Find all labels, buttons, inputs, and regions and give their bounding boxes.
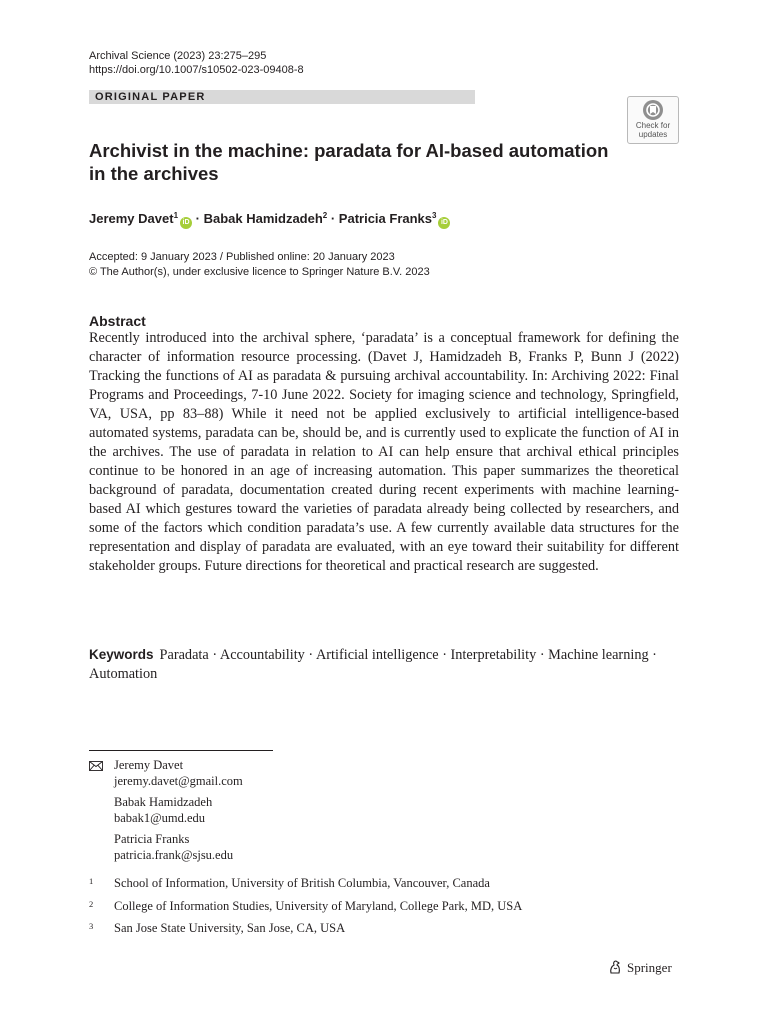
contact-email[interactable]: patricia.frank@sjsu.edu	[114, 848, 234, 862]
contact-block	[114, 757, 243, 789]
contact-email[interactable]: babak1@umd.edu	[114, 811, 206, 825]
article-type-label: ORIGINAL PAPER	[95, 91, 206, 103]
footnote-rule	[89, 750, 273, 751]
affiliation-number: 1	[89, 876, 94, 886]
contact-email[interactable]: jeremy.davet@gmail.com	[114, 774, 243, 788]
accepted-published: Accepted: 9 January 2023 / Published online: 20 January 2023	[89, 251, 395, 263]
author-name[interactable]: Patricia Franks	[338, 211, 433, 226]
affiliation-text: College of Information Studies, University of Maryland, College Park, MD, USA	[114, 899, 523, 913]
paper-title	[89, 139, 649, 185]
author-aff-mark: 3	[432, 211, 437, 220]
abstract-heading: Abstract	[89, 313, 146, 329]
author-separator: ·	[327, 211, 339, 226]
affiliation-number: 3	[89, 921, 94, 931]
doi-link[interactable]: https://doi.org/10.1007/s10502-023-09408-8	[89, 64, 304, 76]
orcid-icon[interactable]: iD	[180, 217, 192, 229]
bookmark-icon	[643, 100, 663, 120]
contact-block	[114, 831, 233, 863]
contact-name: Babak Hamidzadeh	[114, 795, 213, 809]
author-name[interactable]: Jeremy Davet	[89, 211, 174, 226]
affiliation-number: 2	[89, 899, 94, 909]
abstract-text: Recently introduced into the archival sphere, ‘paradata’ is a conceptual framework for defining the character of information resource processing. (Davet J, Hamidzadeh B, Franks P, Bunn J (2022) Tracking the functions of AI as paradata & pursuing archival accountability. In: Archiving 2022: Final Programs and Proceedings, 7-10 June 2022. Society for imaging science and technology, Springfield, VA, USA, pp 83–88) While it need not be applied exclusively to artificial intelligence-based automated systems, paradata can be, should be, and is currently used to explicate the function of AI in the archives. The use of paradata in relation to AI can help ensure that archival ethical principles continue to be honored in an age of increasing automation. This paper summarizes the theoretical background of paradata, documentation created during recent experiments with machine learning-based AI which gestures toward the varieties of paradata already being collected by researchers, and some of the factors which condition paradata’s use. A few currently available data structures for the representation and display of paradata are evaluated, with an eye toward their suitability for different stakeholder groups. Future directions for theoretical and practical research are suggested.	[89, 330, 679, 574]
author-aff-mark: 1	[173, 211, 179, 220]
contact-block	[114, 794, 212, 826]
author-aff-mark: 2	[322, 211, 328, 220]
badge-line-2: updates	[638, 130, 668, 139]
orcid-icon[interactable]: iD	[438, 217, 450, 229]
keywords-label: Keywords	[89, 647, 154, 662]
contact-name: Jeremy Davet	[114, 758, 184, 772]
publication-dates	[89, 250, 430, 280]
author-name[interactable]: Babak Hamidzadeh	[203, 211, 323, 226]
affiliation-text: School of Information, University of British Columbia, Vancouver, Canada	[114, 876, 490, 890]
envelope-icon	[89, 758, 103, 776]
badge-line-1: Check for	[635, 121, 671, 130]
title-line-2: in the archives	[89, 163, 219, 184]
keywords-list: Paradata · Accountability · Artificial intelligence · Interpretability · Machine learning · Automation	[89, 647, 657, 682]
journal-citation: Archival Science (2023) 23:275–295	[89, 50, 267, 62]
author-list	[89, 207, 450, 229]
check-for-updates-badge[interactable]	[627, 96, 679, 144]
author-separator: ·	[192, 211, 204, 226]
contact-name: Patricia Franks	[114, 832, 190, 846]
title-line-1: Archivist in the machine: paradata for AI-based automation	[89, 140, 609, 161]
affiliation-text: San Jose State University, San Jose, CA, USA	[114, 921, 346, 935]
springer-logo	[607, 959, 672, 977]
publisher-name: Springer	[627, 960, 672, 975]
keywords	[89, 645, 679, 684]
copyright-notice: © The Author(s), under exclusive licence to Springer Nature B.V. 2023	[89, 266, 430, 278]
springer-horse-icon	[607, 959, 623, 975]
